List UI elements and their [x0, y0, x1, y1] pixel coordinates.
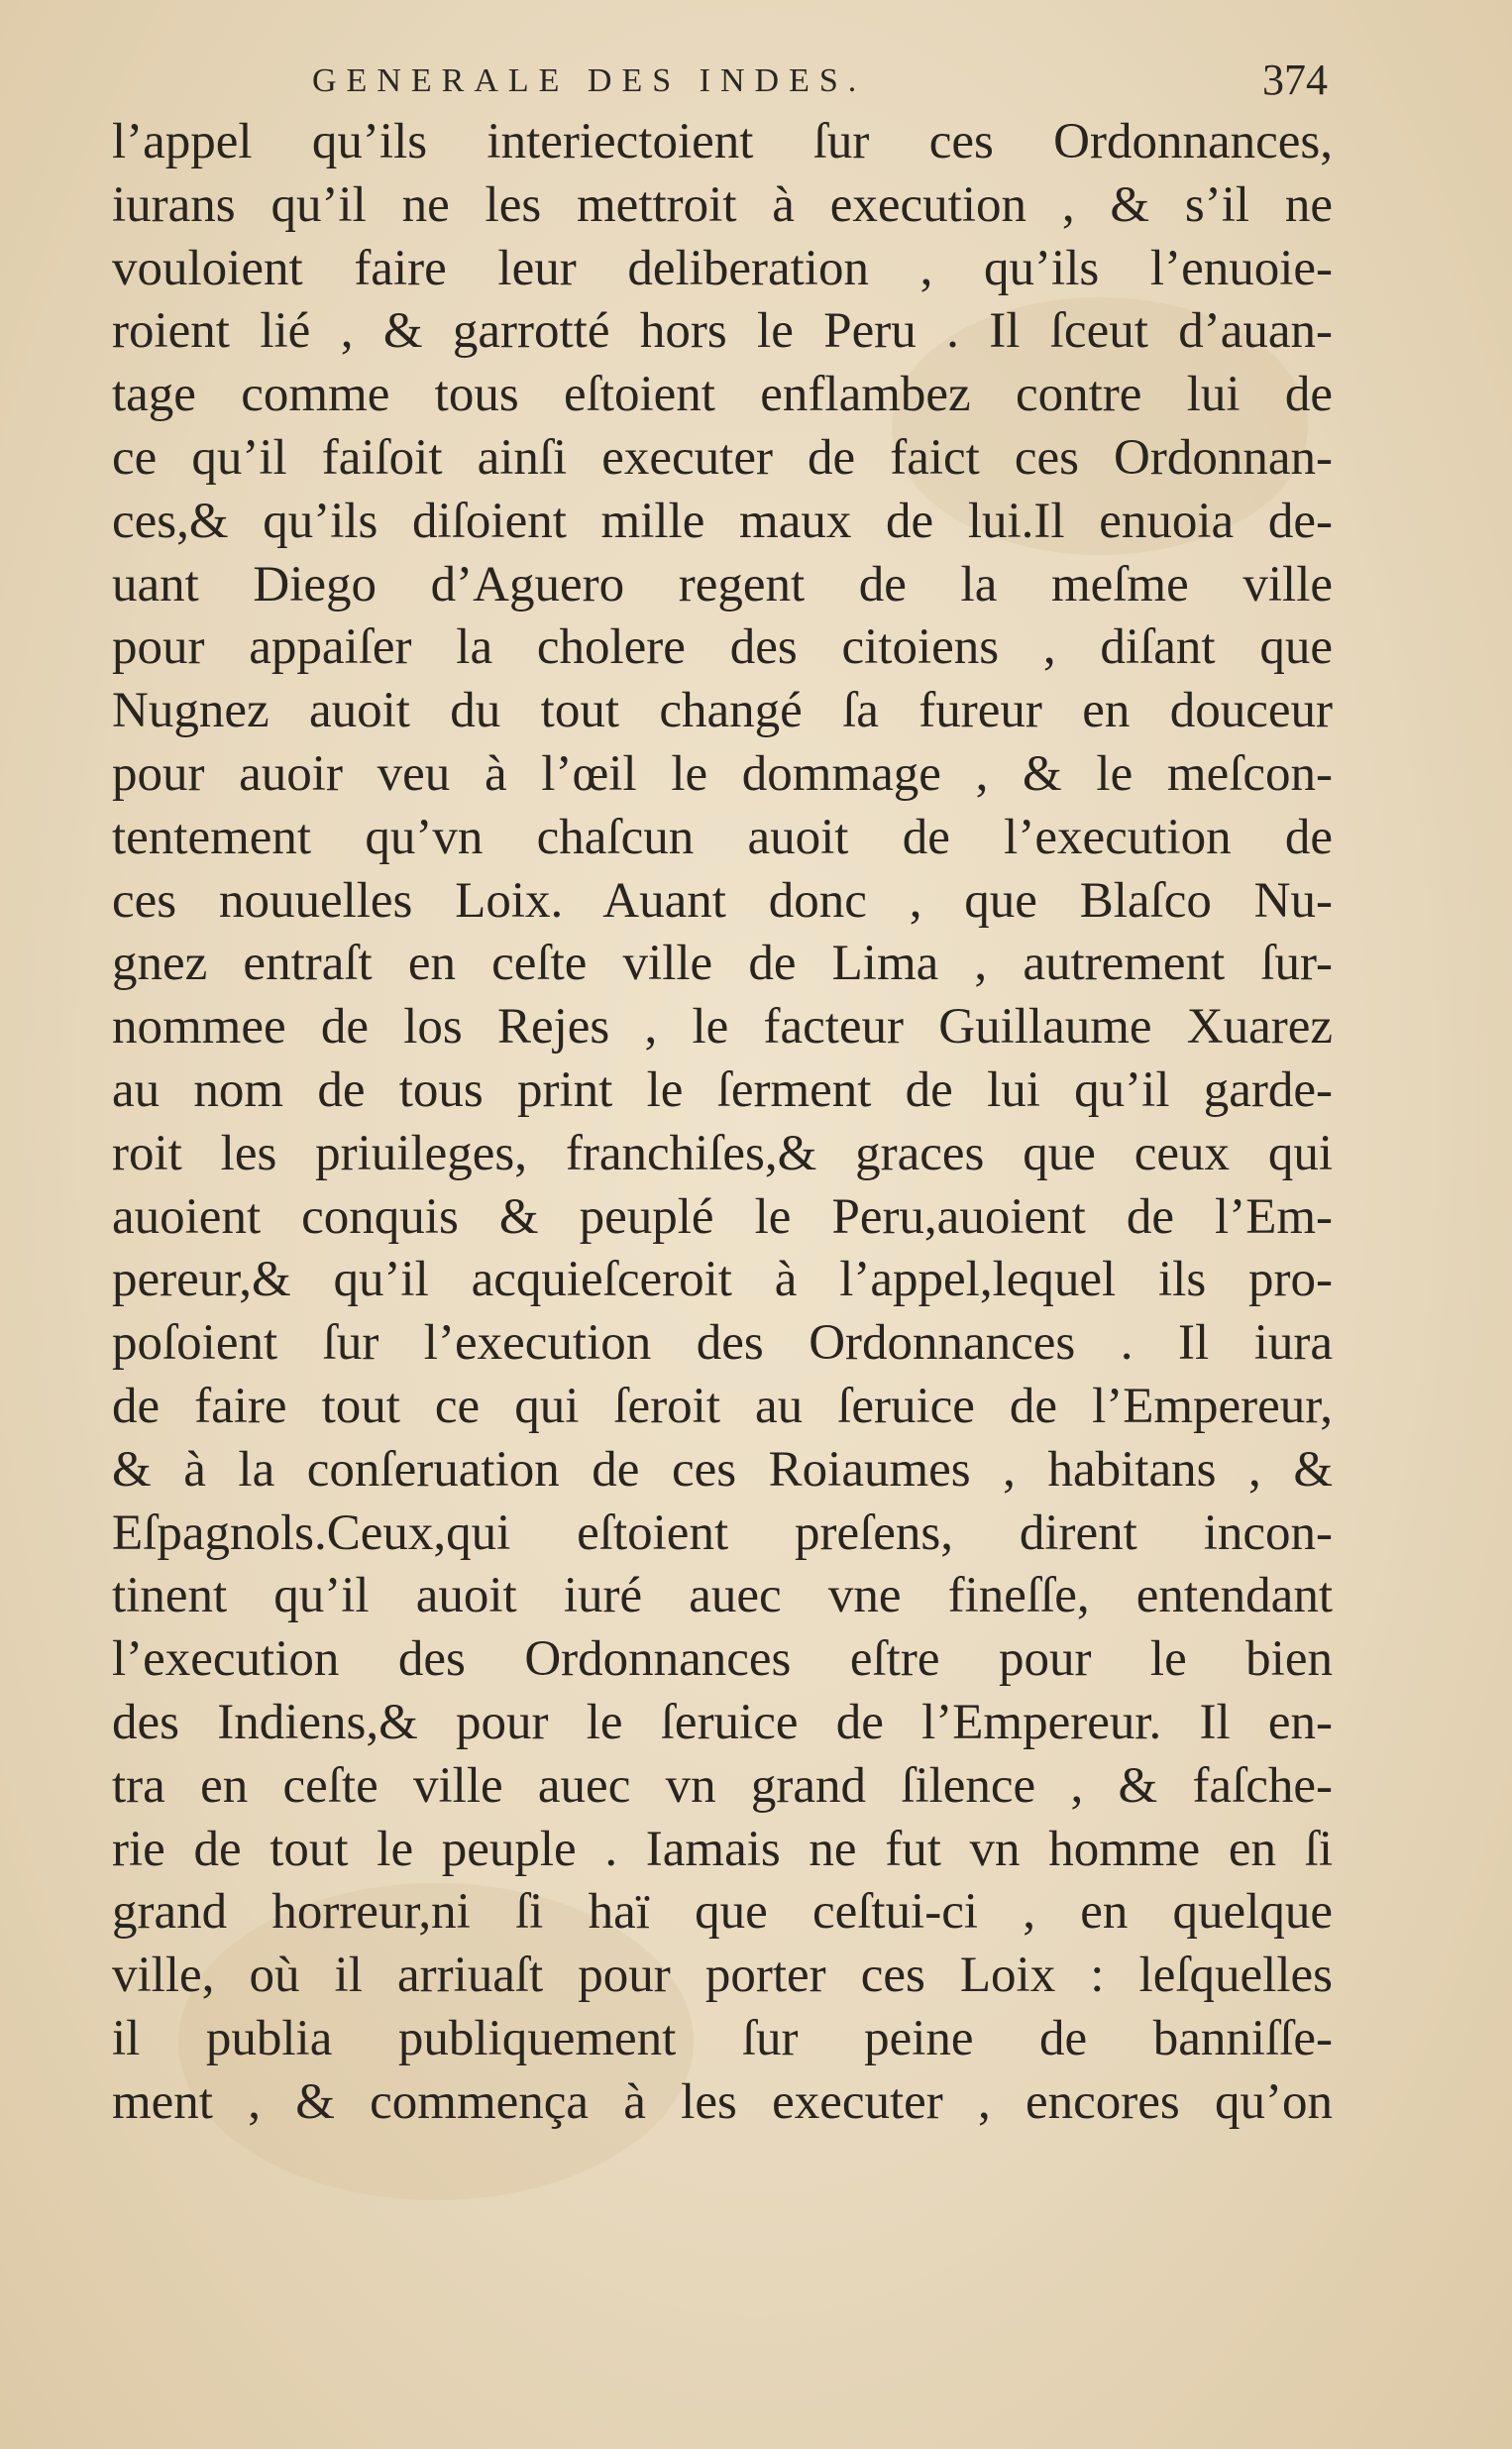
text-line: tentement qu’vn chaſcun auoit de l’execution de: [112, 809, 1333, 865]
text-line: uant Diego d’Aguero regent de la meſme ville: [112, 556, 1333, 612]
running-title: GENERALE DES INDES.: [312, 62, 867, 99]
text-line: ment , & commença à les executer , encores qu’on: [112, 2073, 1333, 2130]
text-line: poſoient ſur l’execution des Ordonnances . Il iura: [112, 1315, 1333, 1372]
text-line: l’appel qu’ils interiectoient ſur ces Ordonnances,: [112, 114, 1333, 169]
text-line: au nom de tous print le ſerment de lui qu’il garde-: [112, 1061, 1333, 1118]
text-line: tra en ceſte ville auec vn grand ſilence , & faſche-: [112, 1757, 1333, 1814]
text-line: pour appaiſer la cholere des citoiens , diſant que: [112, 619, 1333, 676]
text-line: & à la conſeruation de ces Roiaumes , habitans , &: [112, 1441, 1333, 1498]
text-line: auoient conquis & peuplé le Peru,auoient de l’Em-: [112, 1188, 1333, 1245]
text-line: ces,& qu’ils diſoient mille maux de lui.Il enuoia de-: [112, 493, 1333, 549]
text-line: rie de tout le peuple . Iamais ne fut vn homme en ſi: [112, 1821, 1333, 1877]
text-line: roit les priuileges, franchiſes,& graces que ceux qui: [112, 1125, 1333, 1181]
body-text: [112, 111, 1333, 2135]
text-line: de faire tout ce qui ſeroit au ſeruice de l’Empereur,: [112, 1378, 1333, 1434]
text-line: pour auoir veu à l’œil le dommage , & le meſcon-: [112, 745, 1333, 802]
text-line: ville, où il arriuaſt pour porter ces Loix : leſquelles: [112, 1948, 1333, 2004]
text-line: Nugnez auoit du tout changé ſa fureur en douceur: [112, 683, 1333, 739]
text-line: gnez entraſt en ceſte ville de Lima , autrement ſur-: [112, 936, 1333, 992]
text-line: tinent qu’il auoit iuré auec vne fineſſe, entendant: [112, 1568, 1333, 1624]
text-line: vouloient faire leur deliberation , qu’ils l’enuoie-: [112, 240, 1333, 296]
text-line: l’execution des Ordonnances eſtre pour le bien: [112, 1631, 1333, 1688]
page-number: 374: [1262, 56, 1328, 104]
text-line: tage comme tous eſtoient enflambez contre lui de: [112, 367, 1333, 423]
text-line: Eſpagnols.Ceux,qui eſtoient preſens, dirent incon-: [112, 1504, 1333, 1561]
text-line: des Indiens,& pour le ſeruice de l’Empereur. Il en-: [112, 1694, 1333, 1750]
text-line: iurans qu’il ne les mettroit à execution , & s’il ne: [112, 176, 1333, 233]
text-line: grand horreur,ni ſi haï que ceſtui-ci , en quelque: [112, 1884, 1333, 1941]
text-line: pereur,& qu’il acquieſceroit à l’appel,lequel ils pro-: [112, 1252, 1333, 1308]
text-line: il publia publiquement ſur peine de banniſſe-: [112, 2010, 1333, 2066]
page-header: [297, 55, 1328, 114]
text-line: roient lié , & garrotté hors le Peru . Il ſceut d’auan-: [112, 303, 1333, 360]
text-line: ces nouuelles Loix. Auant donc , que Blaſco Nu-: [112, 872, 1333, 929]
text-line: ce qu’il faiſoit ainſi executer de faict ces Ordonnan-: [112, 429, 1333, 486]
text-line: nommee de los Rejes , le facteur Guillaume Xuarez: [112, 999, 1333, 1056]
